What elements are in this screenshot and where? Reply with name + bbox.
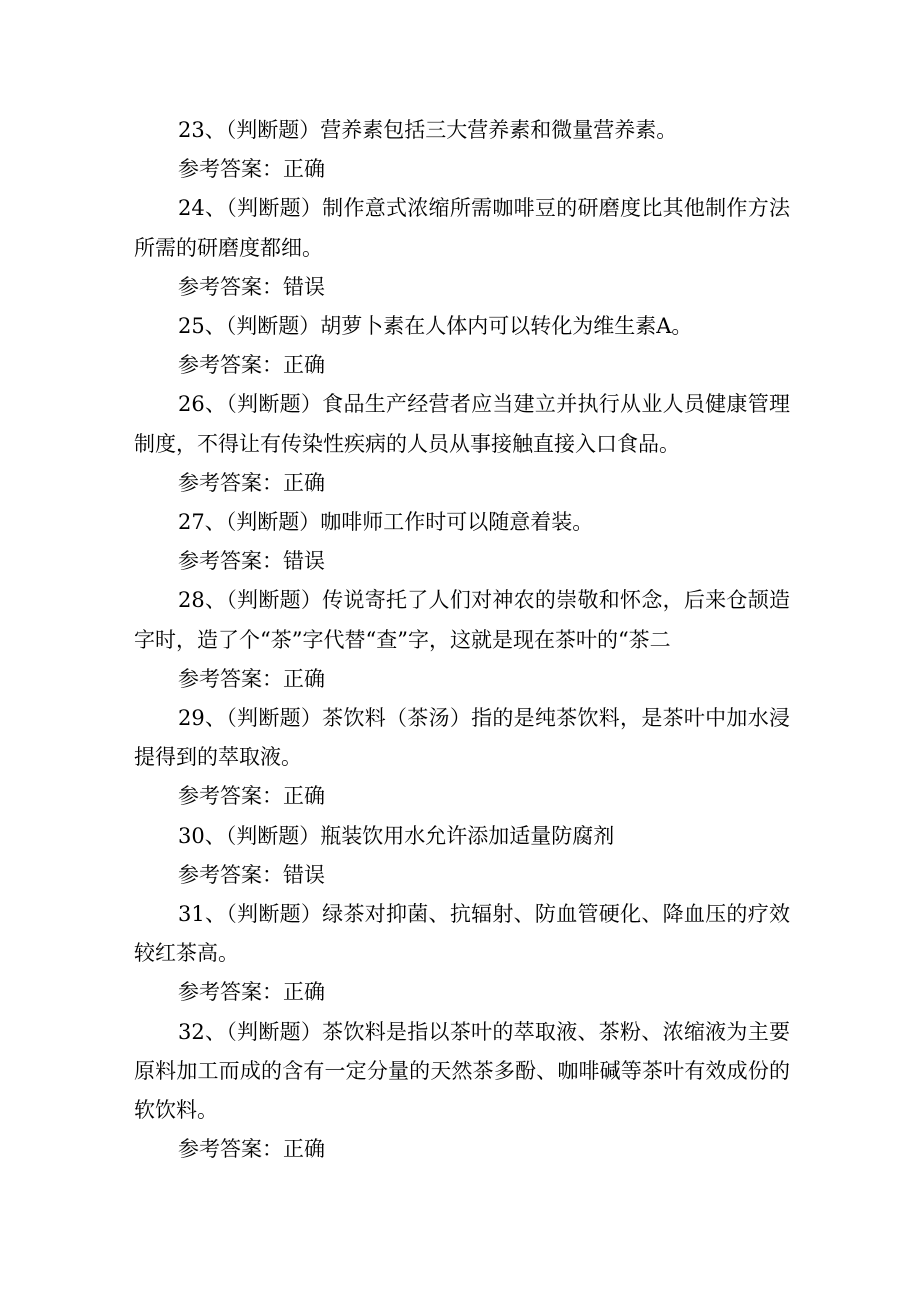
question-29: 29、（判断题）茶饮料（茶汤）指的是纯茶饮料，是茶叶中加水浸提得到的萃取液。 xyxy=(134,706,790,770)
answer-32: 参考答案：正确 xyxy=(178,1137,325,1162)
question-list xyxy=(134,111,790,1169)
answer-26: 参考答案：正确 xyxy=(178,470,325,495)
question-31: 31、（判断题）绿茶对抑菌、抗辐射、防血管硬化、降血压的疗效较红茶高。 xyxy=(134,902,790,966)
question-28: 28、（判断题）传说寄托了人们对神农的崇敬和怀念，后来仓颉造字时，造了个“茶”字代替“查”字，这就是现在茶叶的“茶二 xyxy=(134,588,790,652)
question-24: 24、（判断题）制作意式浓缩所需咖啡豆的研磨度比其他制作方法所需的研磨度都细。 xyxy=(134,196,790,260)
answer-27: 参考答案：错误 xyxy=(178,549,325,574)
answer-29: 参考答案：正确 xyxy=(178,784,325,809)
answer-31: 参考答案：正确 xyxy=(178,980,325,1005)
question-27: 27、（判断题）咖啡师工作时可以随意着装。 xyxy=(178,510,594,535)
answer-25: 参考答案：正确 xyxy=(178,353,325,378)
answer-30: 参考答案：错误 xyxy=(178,862,325,887)
answer-24: 参考答案：错误 xyxy=(178,274,325,299)
answer-28: 参考答案：正确 xyxy=(178,666,325,691)
question-26: 26、（判断题）食品生产经营者应当建立并执行从业人员健康管理制度，不得让有传染性疾病的人员从事接触直接入口食品。 xyxy=(134,392,790,456)
question-25: 25、（判断题）胡萝卜素在人体内可以转化为维生素A。 xyxy=(178,314,693,339)
question-32: 32、（判断题）茶饮料是指以茶叶的萃取液、茶粉、浓缩液为主要原料加工而成的含有一定分量的天然茶多酚、咖啡碱等茶叶有效成份的软饮料。 xyxy=(134,1019,790,1123)
question-23: 23、（判断题）营养素包括三大营养素和微量营养素。 xyxy=(178,118,678,142)
answer-23: 参考答案：正确 xyxy=(178,157,325,182)
question-30: 30、（判断题）瓶装饮用水允许添加适量防腐剂 xyxy=(178,823,615,848)
